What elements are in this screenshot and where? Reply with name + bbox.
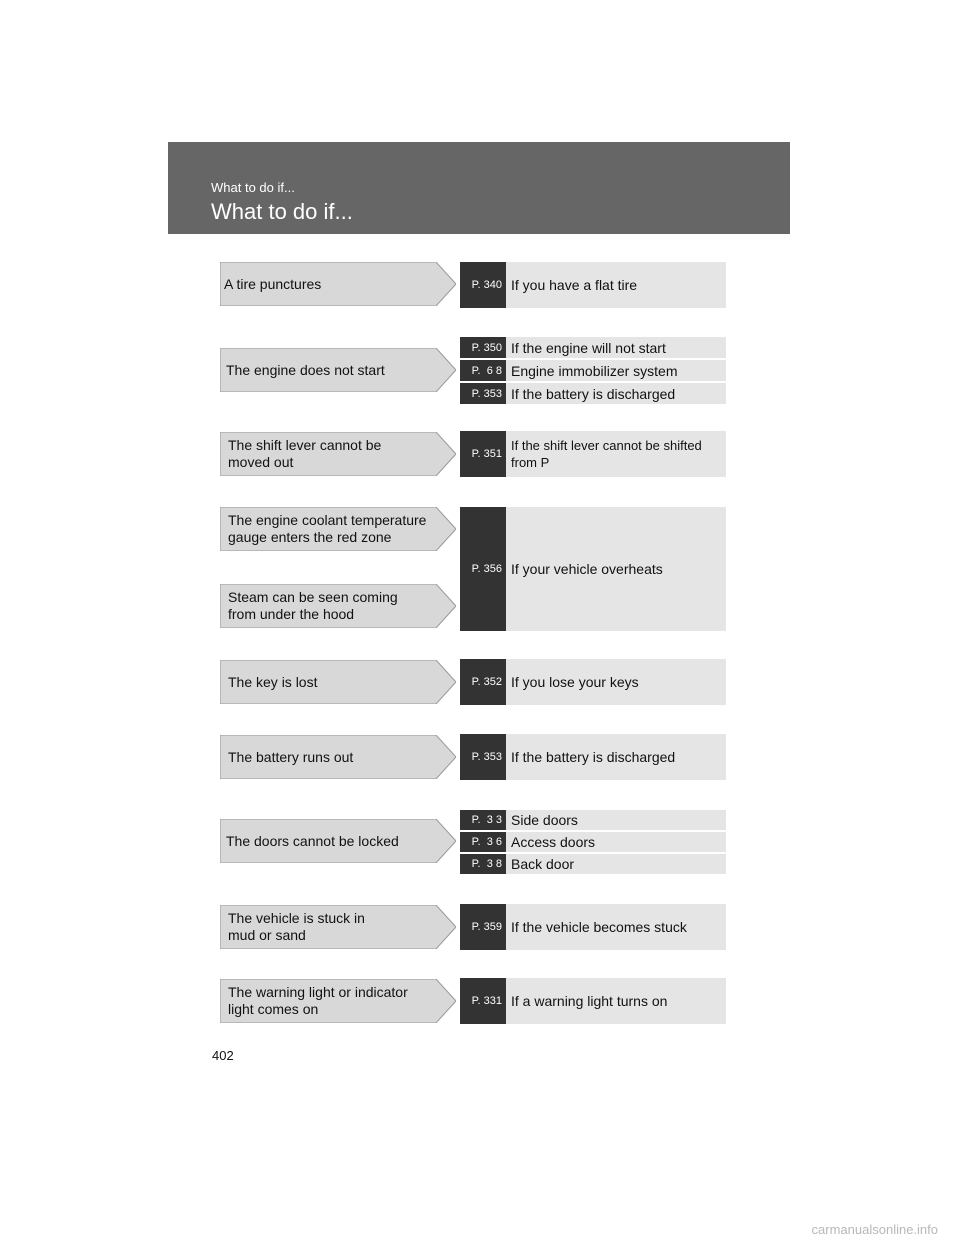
- page-ref: P. 353: [460, 383, 506, 404]
- page-ref: P. 3 6: [460, 832, 506, 852]
- page-title: What to do if...: [211, 199, 353, 224]
- ref-doors-2[interactable]: [460, 832, 726, 852]
- page-ref: P. 351: [460, 431, 506, 477]
- ref-no-start-1[interactable]: [460, 337, 726, 358]
- question-text: The engine coolant temperature gauge enters the red zone: [228, 512, 427, 545]
- answer-text: If the engine will not start: [506, 337, 726, 358]
- ref-doors-3[interactable]: [460, 854, 726, 874]
- question-text: The doors cannot be locked: [226, 832, 399, 849]
- section-label: What to do if...: [211, 180, 295, 195]
- page-ref: P. 340: [460, 262, 506, 308]
- page-ref: P. 350: [460, 337, 506, 358]
- ref-doors-1[interactable]: [460, 810, 726, 830]
- answer-text: If the battery is discharged: [506, 383, 726, 404]
- question-steam: [220, 584, 456, 628]
- ref-no-start-2[interactable]: [460, 360, 726, 381]
- answer-text: Side doors: [506, 810, 726, 830]
- question-battery: [220, 735, 456, 779]
- answer-text: If you have a flat tire: [506, 262, 726, 308]
- ref-flat-tire[interactable]: [460, 262, 726, 308]
- question-no-start: [220, 348, 456, 392]
- answer-text: If your vehicle overheats: [506, 507, 726, 631]
- question-text: The warning light or indicator light comes on: [228, 984, 408, 1017]
- page-ref: P. 356: [460, 507, 506, 631]
- ref-battery[interactable]: [460, 734, 726, 780]
- page-ref: P. 3 3: [460, 810, 506, 830]
- section-header: [168, 142, 790, 234]
- question-text: A tire punctures: [224, 275, 322, 292]
- answer-text: Access doors: [506, 832, 726, 852]
- question-text: The shift lever cannot be moved out: [228, 437, 382, 470]
- ref-no-start-3[interactable]: [460, 383, 726, 404]
- question-shift-lever: [220, 432, 456, 476]
- question-coolant: [220, 507, 456, 551]
- answer-text: If you lose your keys: [506, 659, 726, 705]
- page-ref: P. 3 8: [460, 854, 506, 874]
- page-ref: P. 331: [460, 978, 506, 1024]
- page-ref: P. 352: [460, 659, 506, 705]
- page-ref: P. 359: [460, 904, 506, 950]
- page-ref: P. 353: [460, 734, 506, 780]
- question-key-lost: [220, 660, 456, 704]
- answer-text: If the shift lever cannot be shifted from P: [506, 431, 726, 477]
- question-text: The engine does not start: [226, 361, 385, 378]
- ref-overheat[interactable]: [460, 507, 726, 631]
- question-stuck: [220, 905, 456, 949]
- answer-text: Engine immobilizer system: [506, 360, 726, 381]
- watermark-footer: carmanualsonline.info: [811, 1222, 938, 1237]
- page-number: 402: [212, 1048, 234, 1063]
- answer-text: If the battery is discharged: [506, 734, 726, 780]
- question-text: Steam can be seen coming from under the hood: [228, 589, 398, 622]
- ref-warning-light[interactable]: [460, 978, 726, 1024]
- answer-text: Back door: [506, 854, 726, 874]
- question-text: The vehicle is stuck in mud or sand: [228, 910, 365, 943]
- question-flat-tire: [220, 262, 456, 306]
- ref-key-lost[interactable]: [460, 659, 726, 705]
- ref-shift-lever[interactable]: [460, 431, 726, 477]
- question-text: The key is lost: [228, 673, 318, 690]
- page-ref: P. 6 8: [460, 360, 506, 381]
- question-doors: [220, 819, 456, 863]
- question-text: The battery runs out: [228, 748, 354, 765]
- answer-text: If a warning light turns on: [506, 978, 726, 1024]
- answer-text: If the vehicle becomes stuck: [506, 904, 726, 950]
- ref-stuck[interactable]: [460, 904, 726, 950]
- question-warning-light: [220, 979, 456, 1023]
